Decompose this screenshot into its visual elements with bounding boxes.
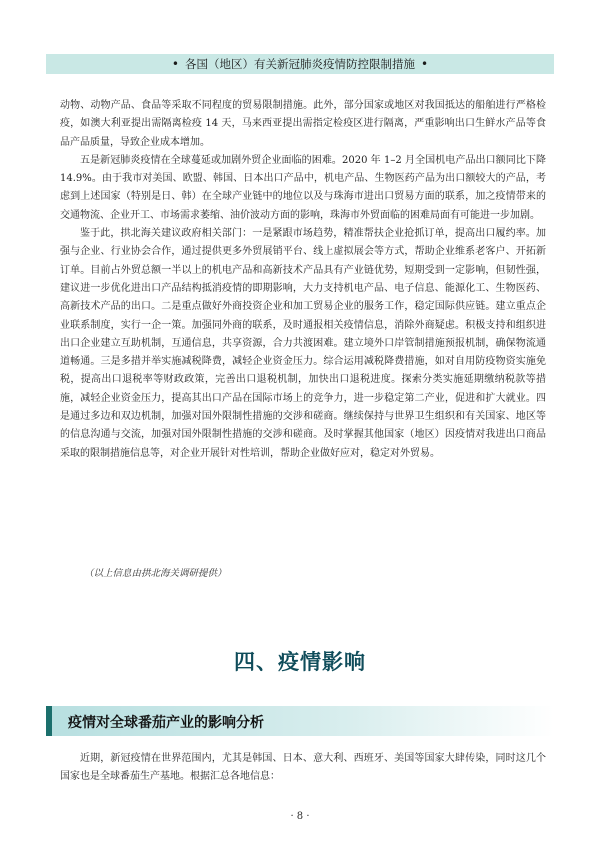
subsection-title: 疫情对全球番茄产业的影响分析 bbox=[68, 715, 264, 731]
section-title: 四、疫情影响 bbox=[234, 650, 366, 674]
subsection-band bbox=[46, 706, 554, 736]
paragraph-continued: 动物、动物产品、食品等采取不同程度的贸易限制措施。此外，部分国家或地区对我国抵达的船舶进行严格检疫，如澳大利亚提出需隔离检疫 14 天，马来西亚提出需指定检疫区进行隔离，严重影响出口生鲜水产品等食品产品质量，导致企业成本增加。 bbox=[60, 100, 546, 148]
header-bullet-right: • bbox=[421, 57, 429, 71]
paragraph-point-five: 五是新冠肺炎疫情在全球蔓延或加剧外贸企业面临的困难。2020 年 1–2 月全国机电产品出口额同比下降 14.9%。由于我市对美国、欧盟、韩国、日本出口产品中，机电产品、生物医药产品为出口额较大的产品，考虑到上述国家（特别是日、韩）在全球产业链中的地位以及与珠海市进出口贸易方面的联系，加之疫情带来的交通物流、企业开工、市场需求萎缩、油价波动方面的影响，珠海市外贸面临的困难局面有可能进一步加剧。 bbox=[60, 154, 546, 221]
subsection-accent-bar bbox=[46, 706, 52, 736]
body-text bbox=[60, 97, 546, 463]
subsection-body bbox=[60, 750, 546, 787]
source-note: （以上信息由拱北海关调研提供） bbox=[84, 568, 227, 579]
subsection-paragraph: 近期，新冠疫情在世界范围内，尤其是韩国、日本、意大利、西班牙、美国等国家大肆传染，同时这几个国家也是全球番茄生产基地。根据汇总各地信息： bbox=[60, 753, 546, 783]
paragraph-recommendations: 鉴于此，拱北海关建议政府相关部门：一是紧跟市场趋势，精准帮扶企业抢抓订单，提高出口履约率。加强与企业、行业协会合作，通过提供更多外贸展销平台、线上虚拟展会等方式，帮助企业维系老客户、开拓新订单。目前占外贸总额一半以上的机电产品和高新技术产品具有产业链优势，短期受到一定影响，但韧性强，建议进一步优化进出口产品结构抵消疫情的即期影响，大力支持机电产品、电子信息、能源化工、生物医药、高新技术产品的出口。二是重点做好外商投资企业和加工贸易企业的服务工作，稳定国际供应链。建立重点企业联系制度，实行一企一策。加强同外商的联系，及时通报相关疫情信息，消除外商疑虑。积极支持和组织进出口企业建立互助机制，互通信息，共享资源，合力共渡困难。建立境外口岸管制措施预报机制，确保物流通道畅通。三是多措并举实施减税降费，减轻企业资金压力。综合运用减税降费措施，如对自用防疫物资实施免税，提高出口退税率等财政政策，完善出口退税机制，加快出口退税进度。探索分类实施延期缴纳税款等措施，减轻企业资金压力，提高其出口产品在国际市场上的竞争力，进一步稳定第二产业，促进和扩大就业。四是通过多边和双边机制，加强对国外限制性措施的交涉和磋商。继续保持与世界卫生组织和有关国家、地区等的信息沟通与交流，加强对国外限制性措施的交涉和磋商。及时掌握其他国家（地区）因疫情对我进出口商品采取的限制措施信息等，对企业开展针对性培训，帮助企业做好应对，稳定对外贸易。 bbox=[60, 228, 546, 459]
running-header bbox=[46, 54, 554, 74]
header-bullet-left: • bbox=[171, 57, 179, 71]
header-title: 各国（地区）有关新冠肺炎疫情防控限制措施 bbox=[185, 57, 415, 71]
page-number: · 8 · bbox=[290, 811, 310, 822]
